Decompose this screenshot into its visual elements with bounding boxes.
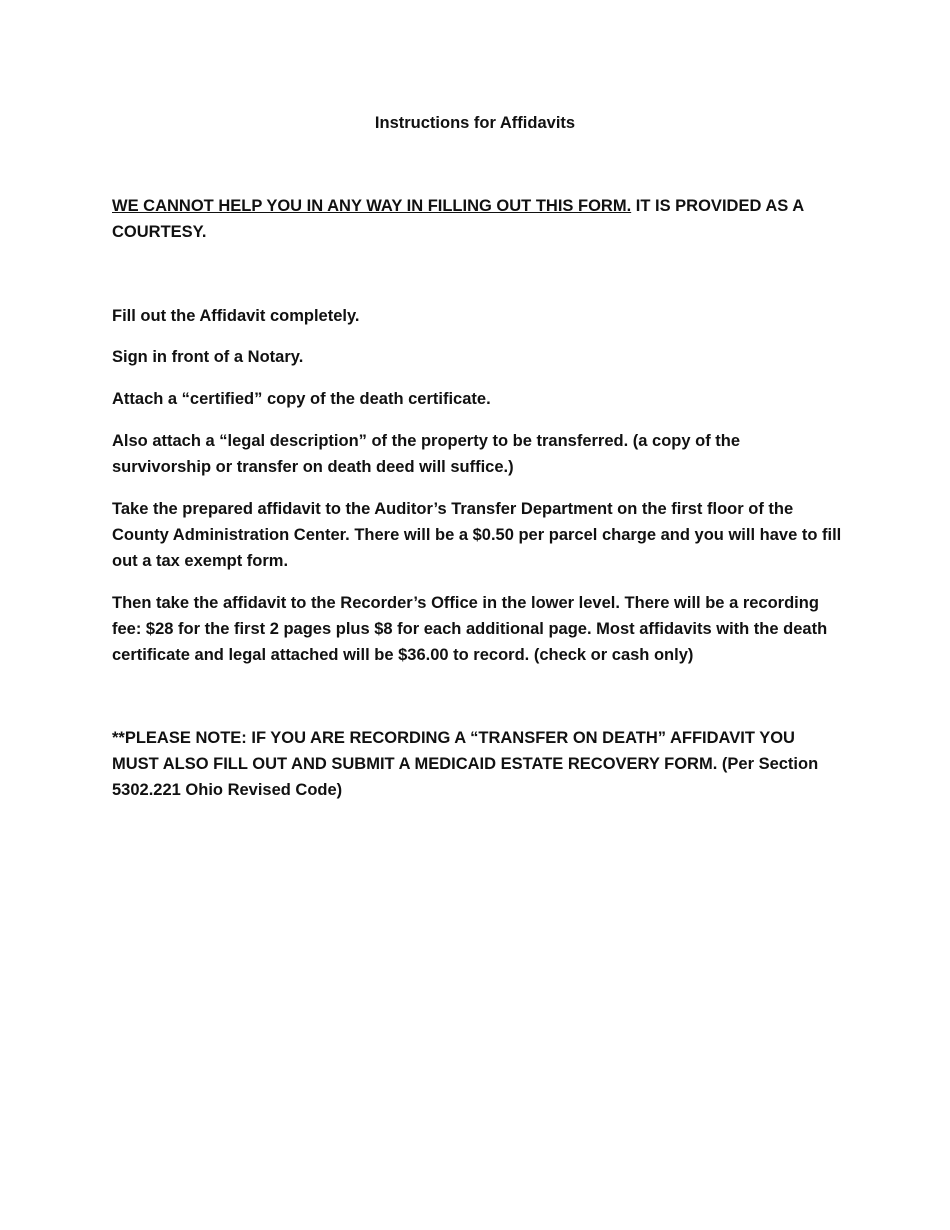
instruction-attach-certificate: Attach a “certified” copy of the death certificate. [112, 390, 491, 408]
instruction-legal-description: Also attach a “legal description” of the property to be transferred. (a copy of the survivorship or transfer on death deed will suffice.) [112, 432, 741, 476]
warning-underlined-text: WE CANNOT HELP YOU IN ANY WAY IN FILLING OUT THIS FORM. [112, 197, 632, 215]
warning-rest-text: IT IS PROVIDED AS A COURTESY. [112, 197, 804, 241]
instruction-auditor-transfer: Take the prepared affidavit to the Auditor’s Transfer Department on the first floor of the County Administration Center. There will be a $0.50 per parcel charge and you will have to fill out a tax exempt form. [112, 500, 842, 570]
instruction-sign-notary: Sign in front of a Notary. [112, 348, 304, 366]
please-note-medicaid: **PLEASE NOTE: IF YOU ARE RECORDING A “TRANSFER ON DEATH” AFFIDAVIT YOU MUST ALSO FILL OUT AND SUBMIT A MEDICAID ESTATE RECOVERY FORM. (Per Section 5302.221 Ohio Revised Code) [112, 729, 819, 799]
document-title: Instructions for Affidavits [374, 114, 576, 132]
instruction-fill-out: Fill out the Affidavit completely. [112, 307, 360, 325]
courtesy-warning [112, 193, 842, 245]
instruction-recorder-office: Then take the affidavit to the Recorder’s Office in the lower level. There will be a recording fee: $28 for the first 2 pages plus $8 for each additional page. Most affidavits with the death certificate and legal attached will be $36.00 to record. (check or cash only) [112, 594, 828, 664]
